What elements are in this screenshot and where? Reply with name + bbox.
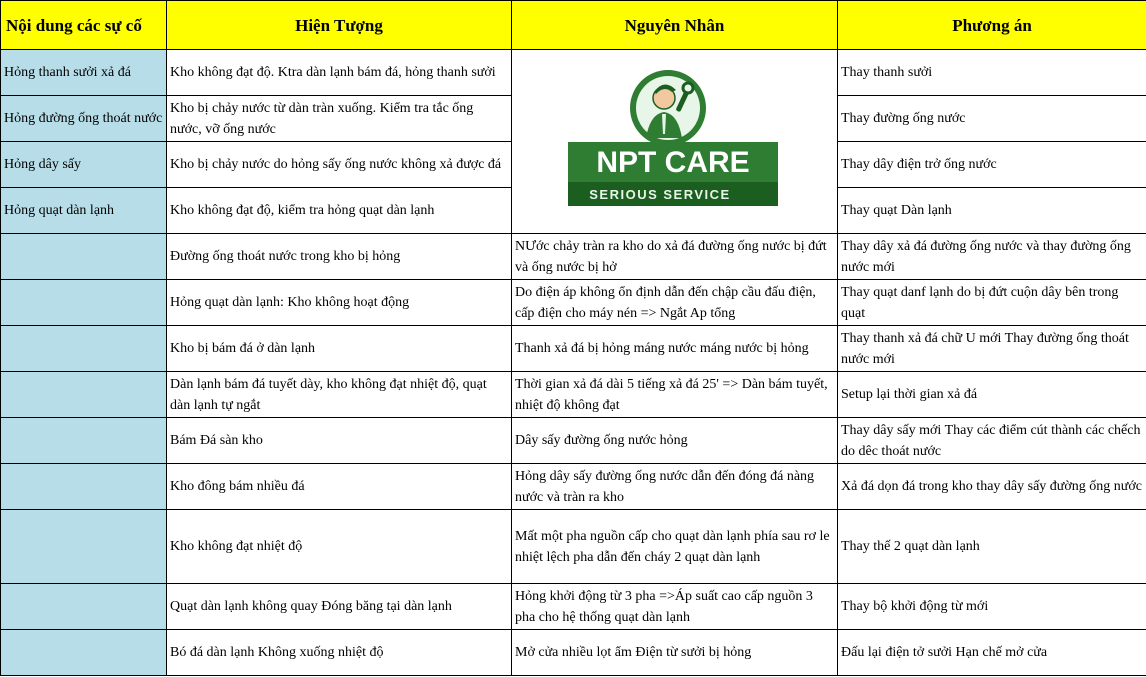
- incident-cell: [1, 280, 167, 326]
- incident-cell: [1, 372, 167, 418]
- cause-cell: Hỏng khởi động từ 3 pha =>Áp suất cao cấp nguồn 3 pha cho hệ thống quạt dàn lạnh: [512, 584, 838, 630]
- table-row: [1, 510, 1146, 584]
- header-solution: Phương án: [838, 1, 1146, 50]
- incident-cell: Hỏng quạt dàn lạnh: [1, 188, 167, 234]
- solution-cell: Setup lại thời gian xả đá: [838, 372, 1146, 418]
- npt-care-logo: [568, 68, 778, 208]
- cause-cell: Do điện áp không ổn định dẫn đến chập cầu đấu điện, cấp điện cho máy nén => Ngắt Ap tổng: [512, 280, 838, 326]
- table-row: [1, 372, 1146, 418]
- solution-cell: Thay bộ khởi động từ mới: [838, 584, 1146, 630]
- table-row: [1, 630, 1146, 676]
- symptom-cell: Kho bị chảy nước do hỏng sấy ống nước không xả được đá: [167, 142, 512, 188]
- incident-cell: Hỏng dây sấy: [1, 142, 167, 188]
- incident-cell: [1, 464, 167, 510]
- incident-cell: [1, 584, 167, 630]
- cause-cell: Thanh xả đá bị hỏng máng nước máng nước bị hỏng: [512, 326, 838, 372]
- logo-title: NPT CARE: [596, 146, 750, 179]
- header-cause: Nguyên Nhân: [512, 1, 838, 50]
- incident-cell: [1, 510, 167, 584]
- symptom-cell: Kho đông bám nhiều đá: [167, 464, 512, 510]
- incident-cell: Hỏng đường ống thoát nước: [1, 96, 167, 142]
- cause-cell: Dây sấy đường ống nước hỏng: [512, 418, 838, 464]
- table-row: [1, 464, 1146, 510]
- incident-cell: [1, 326, 167, 372]
- cause-cell: Mất một pha nguồn cấp cho quạt dàn lạnh phía sau rơ le nhiệt lệch pha dẫn đến cháy 2 quạt dàn lạnh: [512, 510, 838, 584]
- symptom-cell: Quạt dàn lạnh không quay Đóng băng tại dàn lạnh: [167, 584, 512, 630]
- symptom-cell: Dàn lạnh bám đá tuyết dày, kho không đạt nhiệt độ, quạt dàn lạnh tự ngắt: [167, 372, 512, 418]
- header-row: [1, 1, 1146, 50]
- symptom-cell: Kho bị chảy nước từ dàn tràn xuống. Kiểm tra tắc ống nước, vỡ ống nước: [167, 96, 512, 142]
- incident-cell: [1, 234, 167, 280]
- solution-cell: Thay quạt danf lạnh do bị đứt cuộn dây bên trong quạt: [838, 280, 1146, 326]
- solution-cell: Thay dây điện trở ống nước: [838, 142, 1146, 188]
- symptom-cell: Kho bị bám đá ở dàn lạnh: [167, 326, 512, 372]
- solution-cell: Thay thanh xả đá chữ U mới Thay đường ống thoát nước mới: [838, 326, 1146, 372]
- table-row: [1, 326, 1146, 372]
- solution-cell: Thay đường ống nước: [838, 96, 1146, 142]
- incident-cell: [1, 630, 167, 676]
- solution-cell: Thay dây xả đá đường ống nước và thay đường ống nước mới: [838, 234, 1146, 280]
- header-incident: Nội dung các sự cố: [1, 1, 167, 50]
- logo-tagline: SERIOUS SERVICE: [589, 187, 731, 202]
- solution-cell: Thay thanh sưởi: [838, 50, 1146, 96]
- solution-cell: Thay dây sấy mới Thay các điểm cút thành các chếch do dêc thoát nước: [838, 418, 1146, 464]
- table-row: [1, 280, 1146, 326]
- table-row: [1, 234, 1146, 280]
- symptom-cell: Kho không đạt nhiệt độ: [167, 510, 512, 584]
- solution-cell: Đấu lại điện tở sưởi Hạn chế mở cửa: [838, 630, 1146, 676]
- symptom-cell: Bám Đá sàn kho: [167, 418, 512, 464]
- symptom-cell: Bó đá dàn lạnh Không xuống nhiệt độ: [167, 630, 512, 676]
- table-row: [1, 584, 1146, 630]
- cause-cell: Thời gian xả đá dài 5 tiếng xả đá 25' => Dàn bám tuyết, nhiệt độ không đạt: [512, 372, 838, 418]
- symptom-cell: Kho không đạt độ. Ktra dàn lạnh bám đá, hỏng thanh sưởi: [167, 50, 512, 96]
- symptom-cell: Kho không đạt độ, kiểm tra hỏng quạt dàn lạnh: [167, 188, 512, 234]
- incident-cell: Hỏng thanh sưởi xả đá: [1, 50, 167, 96]
- table-row: [1, 418, 1146, 464]
- cause-cell: Mở cửa nhiều lọt ẩm Điện từ sưởi bị hỏng: [512, 630, 838, 676]
- solution-cell: Thay quạt Dàn lạnh: [838, 188, 1146, 234]
- symptom-cell: Đường ống thoát nước trong kho bị hỏng: [167, 234, 512, 280]
- cause-cell: Hỏng dây sấy đường ống nước dẫn đến đóng đá nàng nước và tràn ra kho: [512, 464, 838, 510]
- header-symptom: Hiện Tượng: [167, 1, 512, 50]
- cause-cell: NƯớc chảy tràn ra kho do xả đá đường ống nước bị đứt và ống nước bị hở: [512, 234, 838, 280]
- solution-cell: Xả đá dọn đá trong kho thay dây sấy đường ống nước: [838, 464, 1146, 510]
- symptom-cell: Hỏng quạt dàn lạnh: Kho không hoạt động: [167, 280, 512, 326]
- incident-cell: [1, 418, 167, 464]
- solution-cell: Thay thế 2 quạt dàn lạnh: [838, 510, 1146, 584]
